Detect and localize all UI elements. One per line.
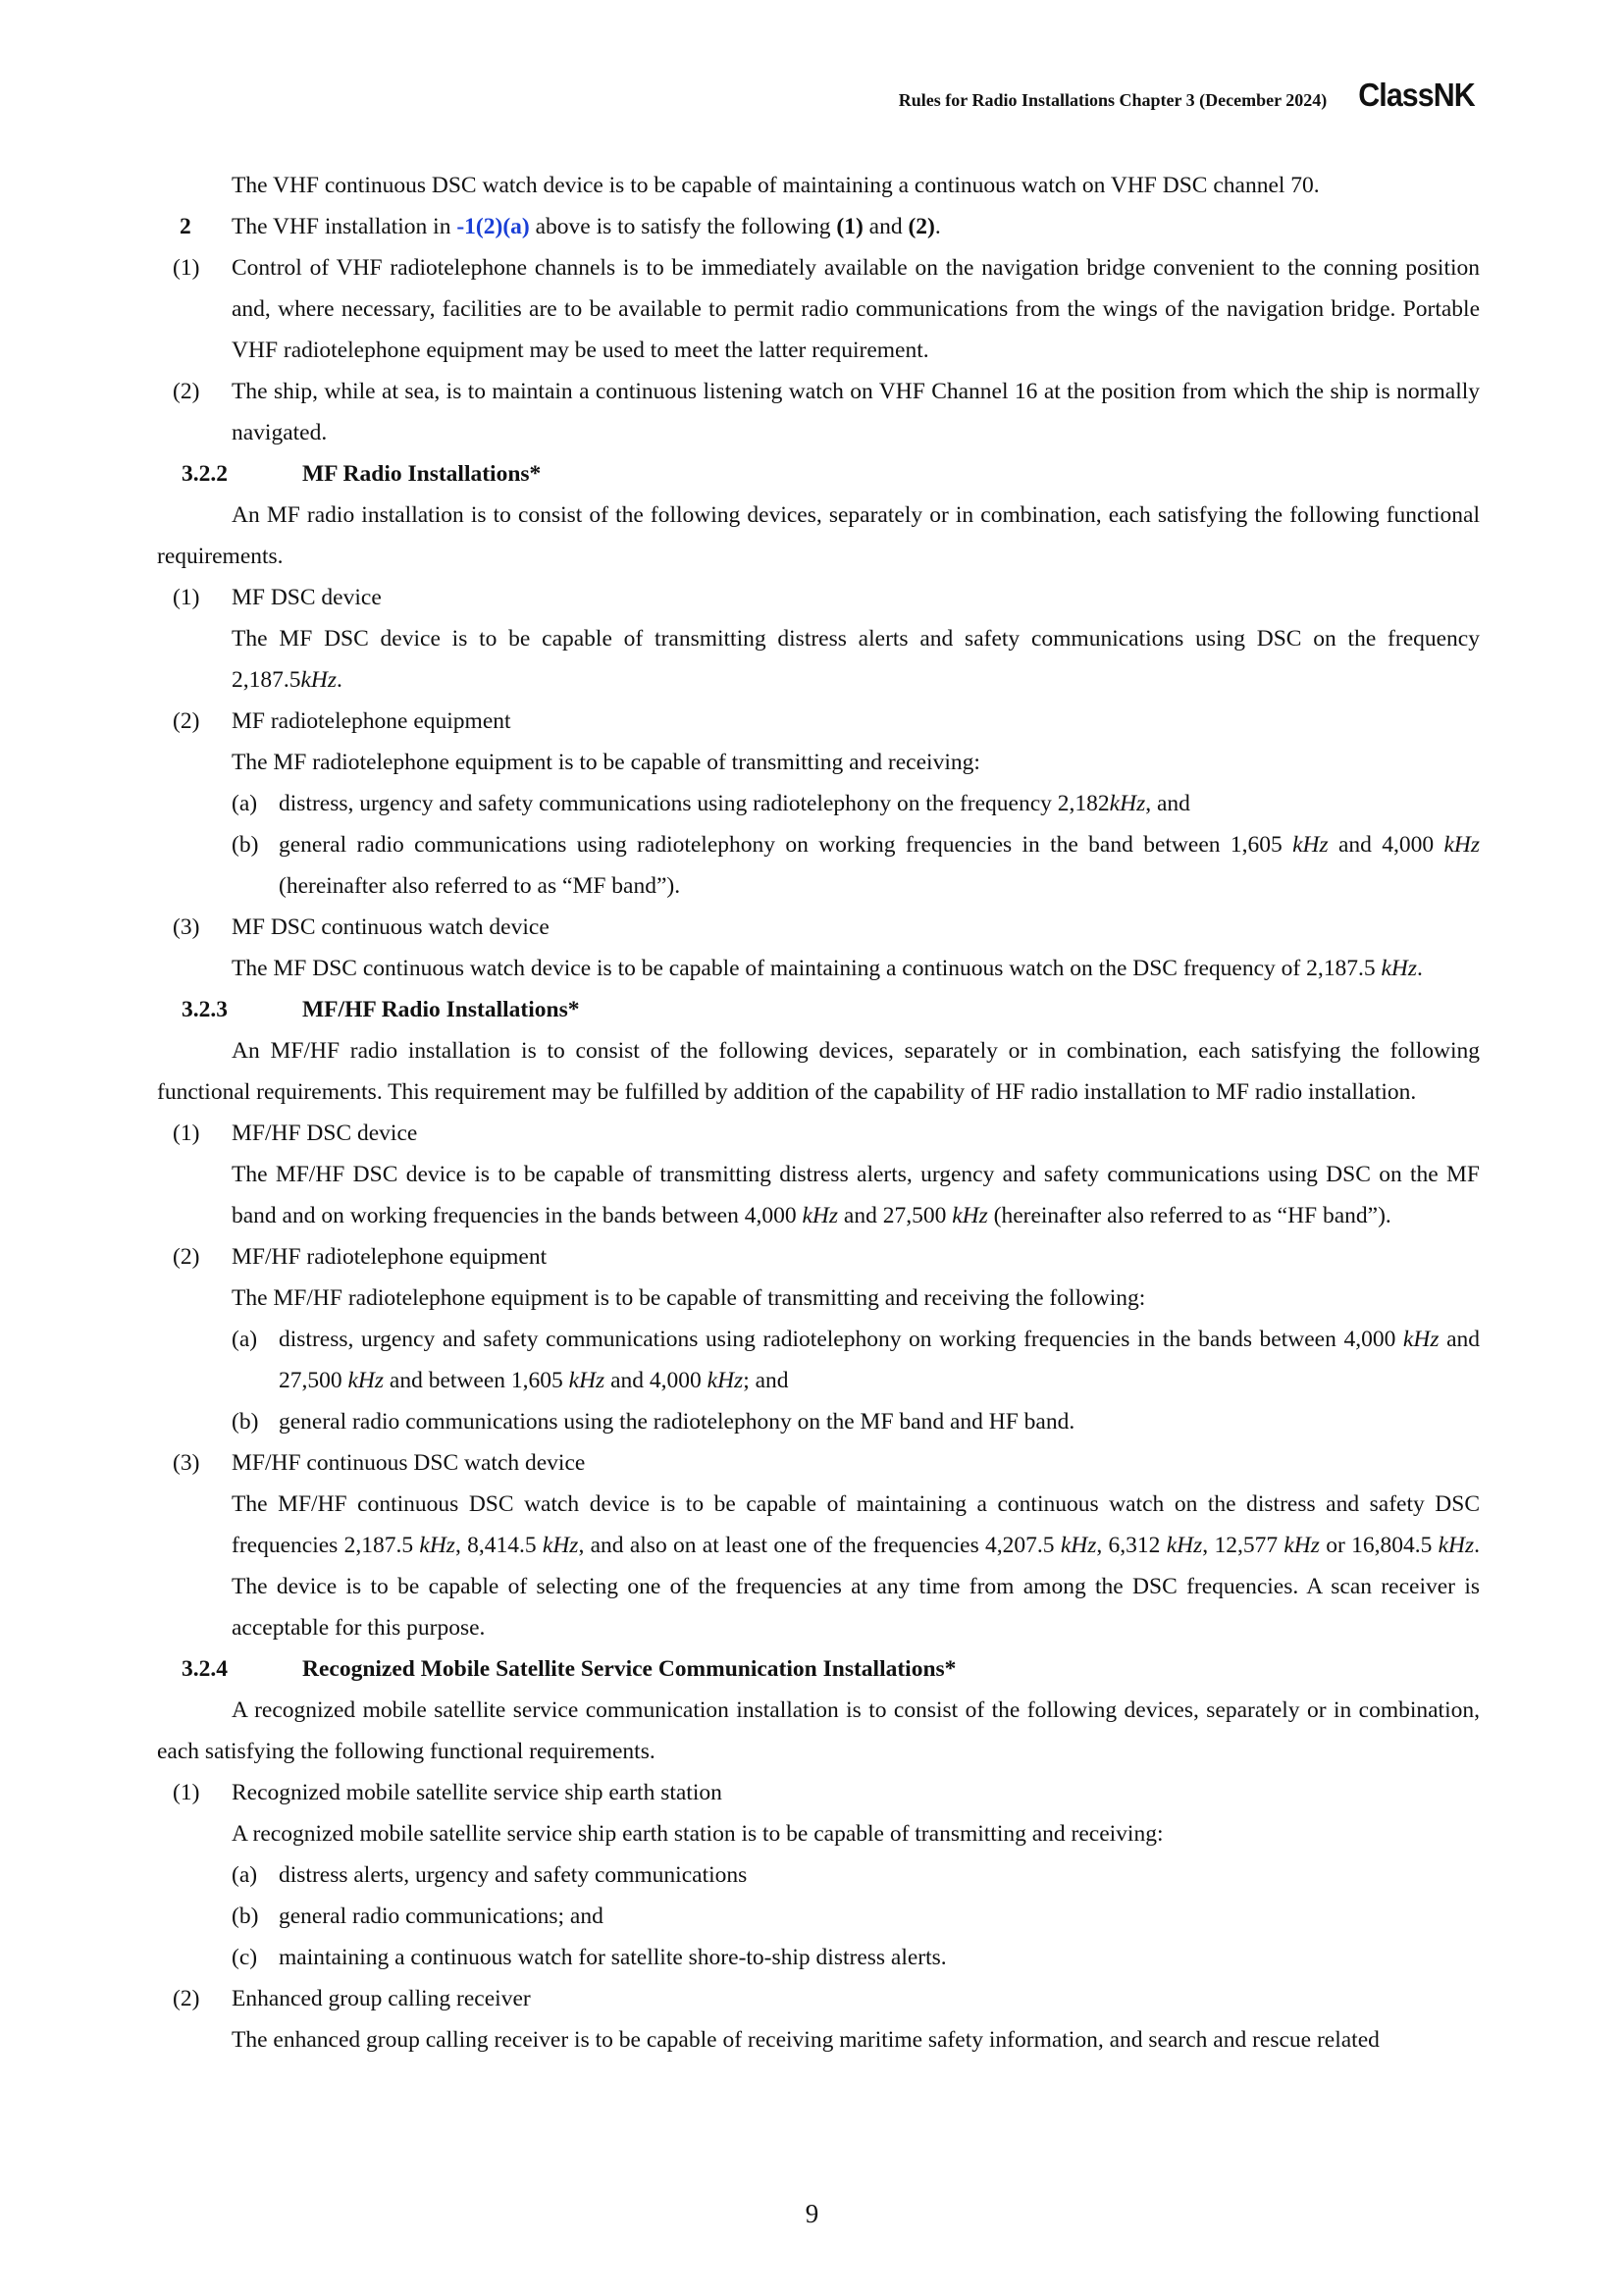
list-item: (3) MF DSC continuous watch device [173,914,550,940]
list-item: (2) MF/HF radiotelephone equipment [173,1244,548,1270]
classnk-logo: ClassNK [1358,77,1475,113]
list-item: (2) The ship, while at sea, is to maintain a continuous listening watch on VHF Channel 16 at the position from which the ship is normally navigated. [173,379,1480,445]
section-heading: 3.2.4 Recognized Mobile Satellite Service Communication Installations* [182,1656,957,1682]
sub-item: (a) distress alerts, urgency and safety communications [232,1862,748,1888]
item-description: The MF DSC continuous watch device is to be capable of maintaining a continuous watch on the DSC frequency of 2,187.5 kHz. [232,956,1423,981]
sub-item: (b) general radio communications using the radiotelephony on the MF band and HF band. [232,1409,1075,1435]
header-title: Rules for Radio Installations Chapter 3 (December 2024) [898,90,1328,110]
list-item: (1) Control of VHF radiotelephone channels is to be immediately available on the navigation bridge convenient to the conning position and, where necessary, facilities are to be available to permit radio communications from the wings of the navigation bridge. Portable VHF radiotelephone equipment may be used to meet the latter requirement. [173,255,1480,363]
sub-item: (a) distress, urgency and safety communications using radiotelephony on the frequency 2,182kHz, and [232,791,1190,816]
sub-item: (a) distress, urgency and safety communications using radiotelephony on working frequencies in the bands between 4,000 kHz and 27,500 kHz and between 1,605 kHz and 4,000 kHz; and [232,1327,1480,1393]
paragraph-number: 2 [180,214,191,239]
section-intro: An MF/HF radio installation is to consist of the following devices, separately or in combination, each satisfying the following functional requirements. This requirement may be fulfilled by addition of the capability of HF radio installation to MF radio installation. [157,1038,1480,1105]
section-heading: 3.2.3 MF/HF Radio Installations* [182,997,580,1022]
item-description: A recognized mobile satellite service ship earth station is to be capable of transmitting and receiving: [232,1821,1164,1847]
list-item: (3) MF/HF continuous DSC watch device [173,1450,586,1476]
item-description: The MF/HF DSC device is to be capable of transmitting distress alerts, urgency and safety communications using DSC on the MF band and on working frequencies in the bands between 4,000 kHz and 27,500 kHz (hereinafter also referred to as “HF band”). [232,1162,1480,1228]
list-item: (2) Enhanced group calling receiver [173,1986,531,2011]
page-number: 9 [805,2199,819,2228]
section-heading: 3.2.2 MF Radio Installations* [182,461,542,487]
list-item: (2) MF radiotelephone equipment [173,708,511,734]
item-description: The MF radiotelephone equipment is to be capable of transmitting and receiving: [232,750,980,775]
section-intro: An MF radio installation is to consist of the following devices, separately or in combination, each satisfying the following functional requirements. [157,502,1480,569]
item-description: The MF/HF continuous DSC watch device is to be capable of maintaining a continuous watch on the distress and safety DSC frequencies 2,187.5 kHz, 8,414.5 kHz, and also on at least one of the frequencies 4,207.5 kHz, 6,312 kHz, 12,577 kHz or 16,804.5 kHz. The device is to be capable of selecting one of the frequencies at any time from among the DSC frequencies. A scan receiver is acceptable for this purpose. [232,1491,1481,1641]
list-item: (1) Recognized mobile satellite service ship earth station [173,1780,722,1805]
page-header [899,77,1475,114]
cross-reference-link[interactable]: -1(2)(a) [456,214,530,239]
section-intro: A recognized mobile satellite service communication installation is to consist of the following devices, separately or in combination, each satisfying the following functional requirements. [157,1697,1480,1764]
item-description: The MF/HF radiotelephone equipment is to be capable of transmitting and receiving the following: [232,1285,1146,1311]
item-description: The MF DSC device is to be capable of transmitting distress alerts and safety communications using DSC on the frequency 2,187.5kHz. [232,626,1480,693]
document-body [157,165,1480,2061]
list-item: (1) MF/HF DSC device [173,1121,418,1146]
sub-item: (b) general radio communications; and [232,1904,603,1929]
paragraph-2: 2 The VHF installation in -1(2)(a) above is to satisfy the following (1) and (2). [157,206,1480,247]
sub-item: (b) general radio communications using radiotelephony on working frequencies in the band between 1,605 kHz and 4,000 kHz (hereinafter also referred to as “MF band”). [232,832,1480,899]
item-description: The enhanced group calling receiver is to be capable of receiving maritime safety information, and search and rescue related [232,2027,1380,2053]
sub-item: (c) maintaining a continuous watch for satellite shore-to-ship distress alerts. [232,1945,947,1970]
paragraph-vhf-watch: The VHF continuous DSC watch device is to be capable of maintaining a continuous watch on VHF DSC channel 70. [232,173,1320,198]
list-item: (1) MF DSC device [173,585,382,610]
